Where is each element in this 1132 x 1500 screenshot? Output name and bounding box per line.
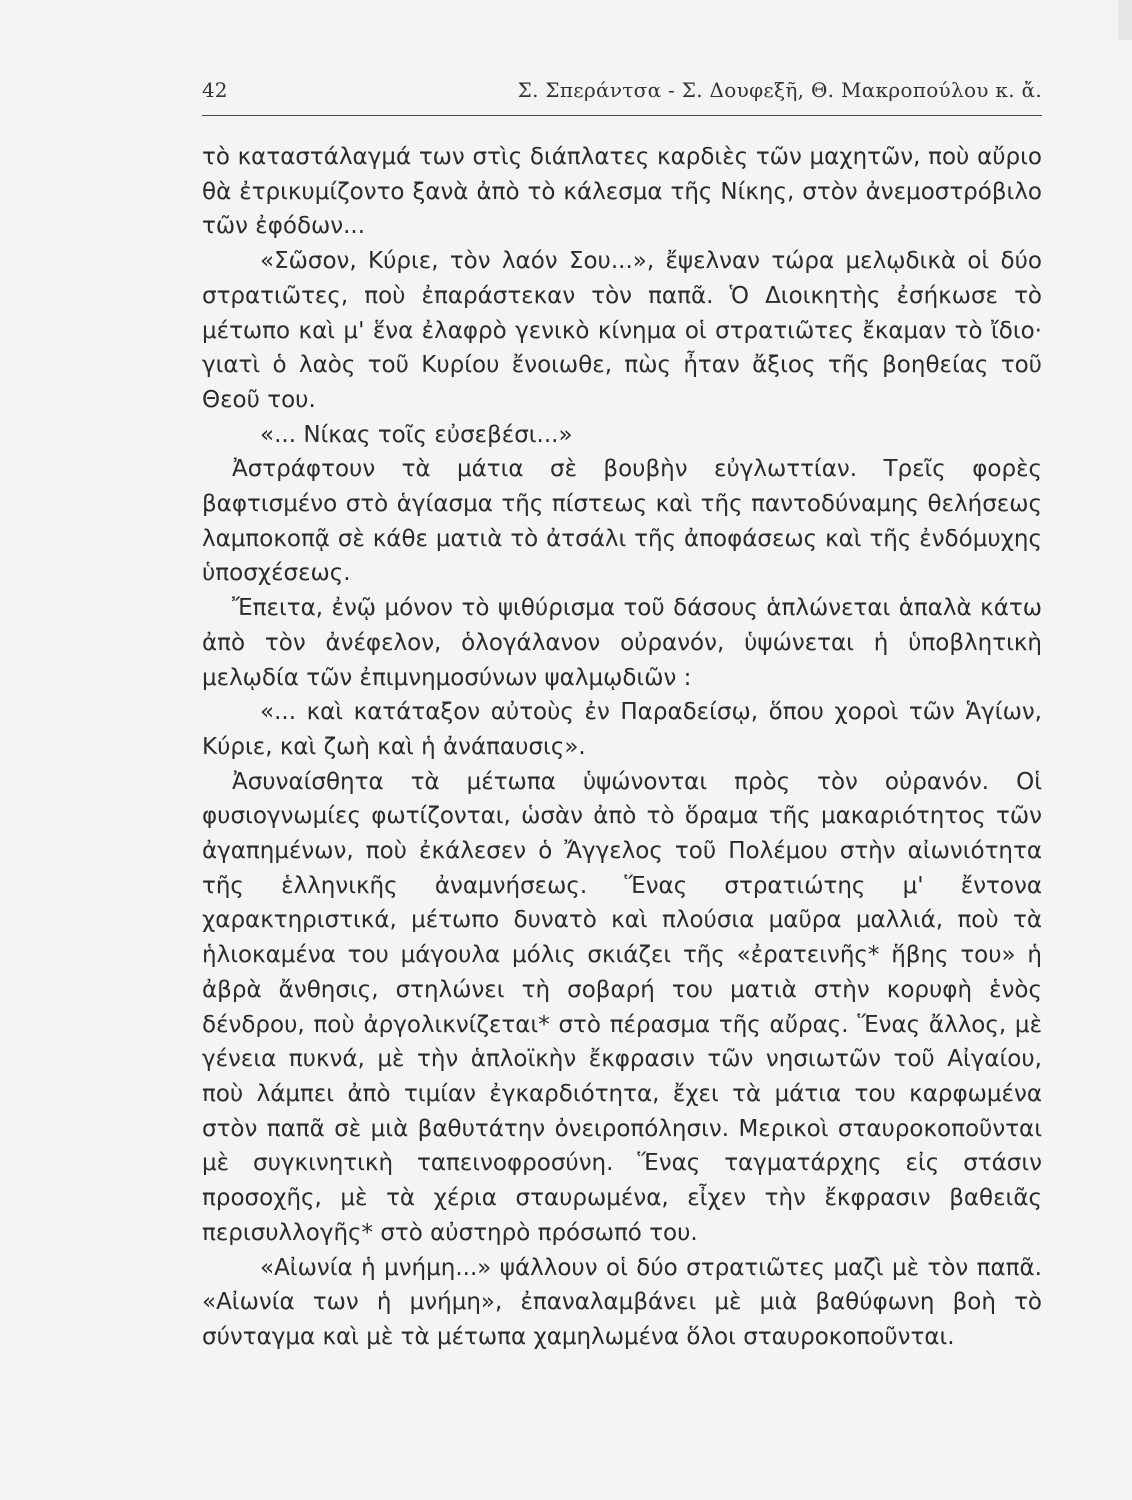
paragraph-6: «... καὶ κατάταξον αὐτοὺς ἐν Παραδείσῳ, ὅπου χοροὶ τῶν Ἁγίων, Κύριε, καὶ ζωὴ καὶ ἡ ἀνάπαυσις».: [202, 699, 1042, 760]
running-head: [202, 78, 1042, 108]
paragraph-5: Ἔπειτα, ἐνῷ μόνον τὸ ψιθύρισμα τοῦ δάσους ἁπλώνεται ἁπαλὰ κάτω ἀπὸ τὸν ἀνέφελον, ὁλογάλανον οὐρανόν, ὑψώνεται ἡ ὑποβλητικὴ μελῳδία τῶν ἐπιμνημοσύνων ψαλμῳδιῶν :: [202, 595, 1042, 691]
paragraph-1: τὸ καταστάλαγμά των στὶς διάπλατες καρδιὲς τῶν μαχητῶν, ποὺ αὔριο θὰ ἐτρικυμίζοντο ξανὰ ἀπὸ τὸ κάλεσμα τῆς Νίκης, στὸν ἀνεμοστρόβιλο τῶν ἐφόδων...: [202, 144, 1042, 240]
header-authors: Σ. Σπεράντσα - Σ. Δουφεξῆ, Θ. Μακροπούλου κ. ἄ.: [517, 78, 1042, 102]
page-number: 42: [202, 78, 228, 102]
body-text: [202, 140, 1042, 1355]
paragraph-7: Ἀσυναίσθητα τὰ μέτωπα ὑψώνονται πρὸς τὸν οὐρανόν. Οἱ φυσιογνωμίες φωτίζονται, ὡσὰν ἀπὸ τὸ ὅραμα τῆς μακαριότητος τῶν ἀγαπημένων, ποὺ ἐκάλεσεν ὁ Ἄγγελος τοῦ Πολέμου στὴν αἰωνιότητα τῆς ἑλληνικῆς ἀναμνήσεως. Ἕνας στρατιώτης μ' ἔντονα χαρακτηριστικά, μέτωπο δυνατὸ καὶ πλούσια μαῦρα μαλλιά, ποὺ τὰ ἡλιοκαμένα του μάγουλα μόλις σκιάζει τῆς «ἐρατεινῆς* ἥβης του» ἡ ἀβρὰ ἄνθησις, στηλώνει τὴ σοβαρή του ματιὰ στὴν κορυφὴ ἑνὸς δένδρου, ποὺ ἀργολικνίζεται* στὸ πέρασμα τῆς αὔρας. Ἕνας ἄλλος, μὲ γένεια πυκνά, μὲ τὴν ἁπλοϊκὴν ἔκφρασιν τῶν νησιωτῶν τοῦ Αἰγαίου, ποὺ λάμπει ἀπὸ τιμίαν ἐγκαρδιότητα, ἔχει τὰ μάτια του καρφωμένα στὸν παπᾶ σὲ μιὰ βαθυτάτην ὀνειροπόλησιν. Μερικοὶ σταυροκοποῦνται μὲ συγκινητικὴ ταπεινοφροσύνη. Ἕνας ταγματάρχης εἰς στάσιν προσοχῆς, μὲ τὰ χέρια σταυρωμένα, εἶχεν τὴν ἔκφρασιν βαθειᾶς περισυλλογῆς* στὸ αὐστηρὸ πρόσωπό του.: [202, 768, 1042, 1246]
paragraph-3: «... Νίκας τοῖς εὐσεβέσι...»: [260, 421, 573, 448]
header-rule: [202, 115, 1042, 116]
paragraph-2: «Σῶσον, Κύριε, τὸν λαόν Σου...», ἔψελναν τώρα μελῳδικὰ οἱ δύο στρατιῶτες, ποὺ ἐπαράστεκαν τὸν παπᾶ. Ὁ Διοικητὴς ἐσήκωσε τὸ μέτωπο καὶ μ' ἕνα ἐλαφρὸ γενικὸ κίνημα οἱ στρατιῶτες ἔκαμαν τὸ ἴδιο· γιατὶ ὁ λαὸς τοῦ Κυρίου ἔνοιωθε, πὼς ἦταν ἄξιος τῆς βοηθείας τοῦ Θεοῦ του.: [202, 248, 1042, 413]
page-edge-shadow: [1118, 0, 1132, 40]
paragraph-4: Ἀστράφτουν τὰ μάτια σὲ βουβὴν εὐγλωττίαν. Τρεῖς φορὲς βαφτισμένο στὸ ἁγίασμα τῆς πίστεως καὶ τῆς παντοδύναμης θελήσεως λαμποκοπᾷ σὲ κάθε ματιὰ τὸ ἀτσάλι τῆς ἀποφάσεως καὶ τῆς ἐνδόμυχης ὑποσχέσεως.: [202, 456, 1042, 587]
paragraph-8: «Αἰωνία ἡ μνήμη...» ψάλλουν οἱ δύο στρατιῶτες μαζὶ μὲ τὸν παπᾶ. «Αἰωνία των ἡ μνήμη», ἐπαναλαμβάνει μὲ μιὰ βαθύφωνη βοὴ τὸ σύνταγμα καὶ μὲ τὰ μέτωπα χαμηλωμένα ὅλοι σταυροκοποῦνται.: [202, 1254, 1042, 1350]
